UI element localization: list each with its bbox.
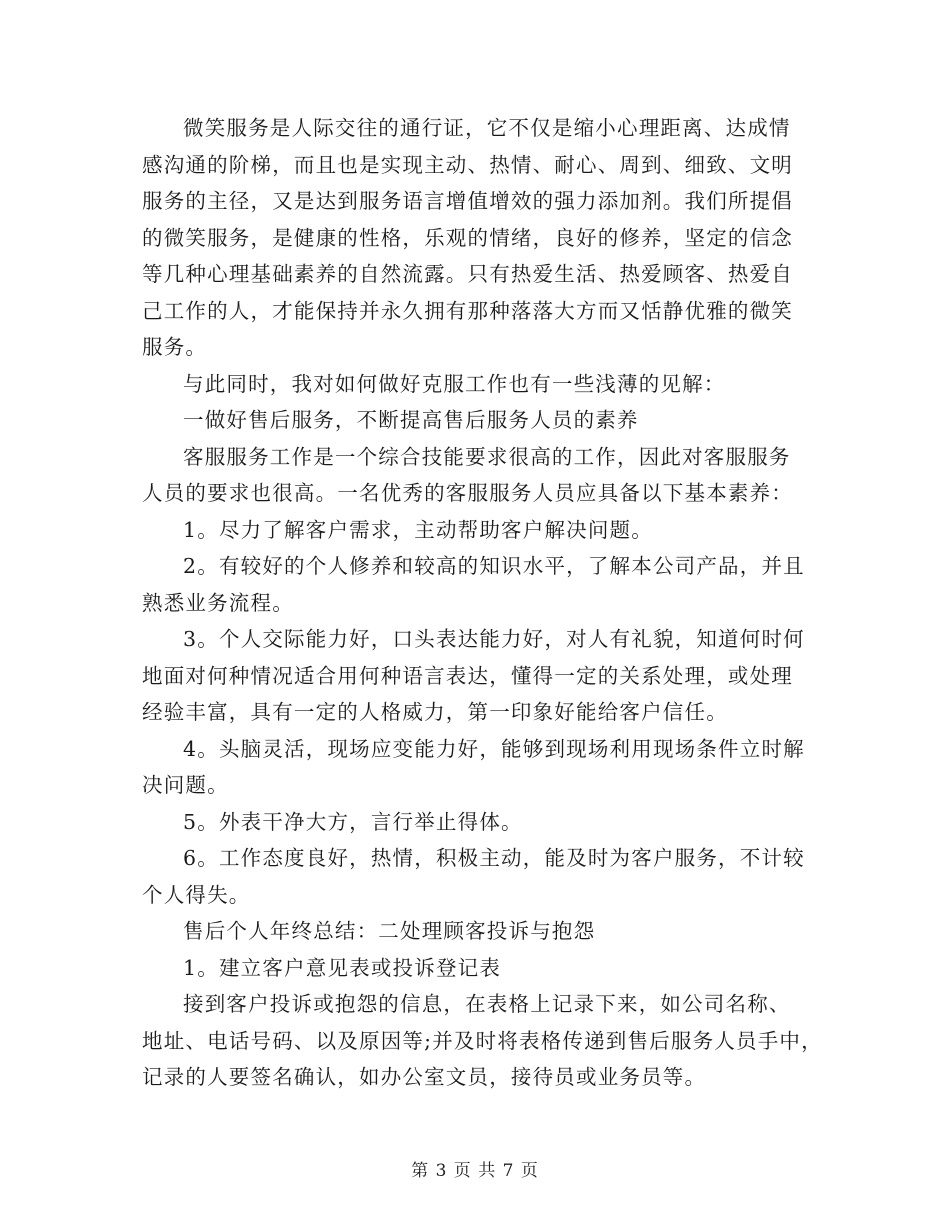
text-line: 个人得失。 <box>142 882 251 907</box>
text-line: 感沟通的阶梯，而且也是实现主动、热情、耐心、周到、细致、文明 <box>142 152 793 177</box>
page-footer: 第 3 页 共 7 页 <box>411 1161 539 1181</box>
text-line: 决问题。 <box>142 773 229 797</box>
text-line: 地面对何种情况适合用何种语言表达，懂得一定的关系处理，或处理 <box>142 663 793 688</box>
text-line: 4。头脑灵活，现场应变能力好，能够到现场利用现场条件立时解 <box>183 736 805 761</box>
text-line: 1。建立客户意见表或投诉登记表 <box>183 955 502 980</box>
text-line: 一做好售后服务，不断提高售后服务人员的素养 <box>183 408 639 432</box>
text-line: 接到客户投诉或抱怨的信息，在表格上记录下来，如公司名称、 <box>183 992 791 1016</box>
text-line: 服务的主径，又是达到服务语言增值增效的强力添加剂。我们所提倡 <box>142 189 793 213</box>
text-line: 服务。 <box>142 335 208 359</box>
text-line: 记录的人要签名确认，如办公室文员，接待员或业务员等。 <box>142 1065 707 1089</box>
text-line: 的微笑服务，是健康的性格，乐观的情绪，良好的修养，坚定的信念 <box>142 225 793 250</box>
text-line: 售后个人年终总结：二处理顾客投诉与抱怨 <box>183 919 596 943</box>
text-line: 经验丰富，具有一定的人格威力，第一印象好能给客户信任。 <box>142 700 728 724</box>
text-line: 熟悉业务流程。 <box>142 590 294 615</box>
text-line: 6。工作态度良好，热情，积极主动，能及时为客户服务，不计较 <box>183 846 805 870</box>
text-line: 等几种心理基础素养的自然流露。只有热爱生活、热爱顾客、热爱自 <box>142 262 793 286</box>
text-line: 2。有较好的个人修养和较高的知识水平，了解本公司产品，并且 <box>183 554 805 578</box>
text-line: 微笑服务是人际交往的通行证，它不仅是缩小心理距离、达成情 <box>183 116 791 140</box>
text-line: 地址、电话号码、以及原因等;并及时将表格传递到售后服务人员手中， <box>142 1028 823 1053</box>
text-line: 1。尽力了解客户需求，主动帮助客户解决问题。 <box>183 517 653 542</box>
text-line: 5。外表干净大方，言行举止得体。 <box>183 809 523 834</box>
text-line: 客服服务工作是一个综合技能要求很高的工作，因此对客服服务 <box>183 444 791 469</box>
text-line: 3。个人交际能力好，口头表达能力好，对人有礼貌，知道何时何 <box>183 627 805 651</box>
document-body <box>142 110 823 1096</box>
text-line: 与此同时，我对如何做好克服工作也有一些浅薄的见解： <box>183 371 726 396</box>
text-line: 人员的要求也很高。一名优秀的客服服务人员应具备以下基本素养： <box>142 481 793 505</box>
text-line: 己工作的人，才能保持并永久拥有那种落落大方而又恬静优雅的微笑 <box>142 298 793 323</box>
